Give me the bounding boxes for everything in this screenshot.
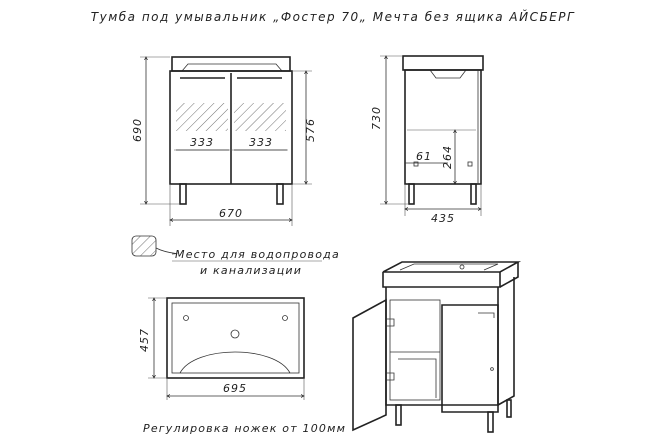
top-mount-left (184, 316, 189, 321)
legend-leader (156, 248, 177, 254)
iso-tap-hole (460, 265, 464, 269)
iso-body-side (498, 277, 514, 405)
front-view (131, 57, 317, 226)
front-left-leg (180, 184, 186, 204)
top-view (138, 298, 304, 400)
iso-basin-bowl (400, 264, 498, 270)
dim-shelf-height: 264 (441, 145, 454, 169)
dim-height-total: 690 (131, 118, 144, 142)
legend-line-1: Место для водопровода (175, 248, 340, 261)
dim-compartment-left: 333 (190, 136, 214, 149)
dim-offset: 61 (416, 150, 432, 163)
top-mount-right (283, 316, 288, 321)
isometric-view (353, 262, 518, 432)
dim-compartment-right: 333 (249, 136, 273, 149)
iso-basin-side (500, 262, 518, 287)
iso-basin-top (383, 262, 518, 272)
iso-open-compartment (390, 300, 440, 400)
front-basin-rim (182, 64, 282, 71)
dim-side-height: 730 (370, 106, 383, 130)
iso-right-door (442, 305, 498, 412)
footer-note: Регулировка ножек от 100мм (143, 422, 347, 435)
front-left-plumbing-zone (176, 103, 228, 131)
front-right-plumbing-zone (234, 103, 286, 131)
front-right-leg (277, 184, 283, 204)
dim-top-depth: 457 (138, 328, 151, 352)
iso-right-handle (478, 313, 494, 318)
top-bowl-edge (180, 352, 290, 373)
side-basin-top (403, 56, 483, 70)
iso-leg-3 (507, 400, 511, 417)
iso-leg-1 (396, 405, 401, 425)
legend-line-2: и канализации (200, 264, 303, 277)
side-back-leg (409, 184, 414, 204)
top-drain-hole (231, 330, 239, 338)
iso-shelf-inner (398, 359, 436, 398)
dim-width: 670 (219, 207, 243, 220)
dim-top-width: 695 (223, 382, 247, 395)
iso-left-door-open (353, 300, 386, 430)
iso-basin-front (383, 272, 500, 287)
side-view (370, 56, 483, 225)
side-front-leg (471, 184, 476, 204)
dim-depth: 435 (431, 212, 455, 225)
legend-hatch-swatch (132, 236, 156, 256)
side-fixture-2 (468, 162, 472, 166)
drawing-title: Тумба под умывальник „Фостер 70„ Мечта без ящика АЙСБЕРГ (90, 10, 576, 24)
iso-leg-2 (488, 412, 493, 432)
legend (132, 236, 340, 277)
dim-height-body: 576 (304, 118, 317, 142)
side-basin-bowl (430, 70, 466, 78)
